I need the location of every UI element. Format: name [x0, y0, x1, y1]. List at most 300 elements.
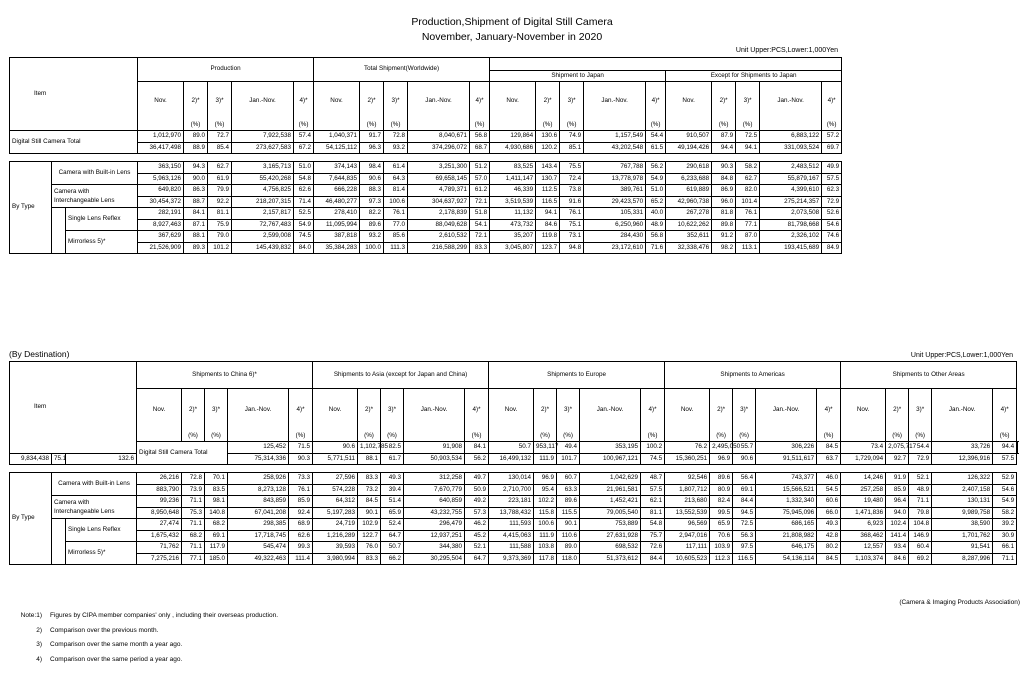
- by-type-label: By Type: [10, 473, 52, 565]
- data-cell: 40.0: [646, 208, 666, 220]
- data-cell: 69,658,145: [408, 173, 470, 185]
- col-unit: [228, 431, 289, 442]
- data-cell: 57.5: [993, 453, 1017, 465]
- data-cell: 100.2: [641, 442, 665, 454]
- col-unit: [232, 120, 294, 131]
- col-header: 2)*: [536, 82, 560, 121]
- data-cell: 46,480,277: [314, 196, 360, 208]
- col-header: 2)*: [886, 389, 909, 432]
- col-unit: [314, 120, 360, 131]
- asia-header: Shipments to Asia (except for Japan and China): [313, 362, 489, 389]
- data-cell: 56.4: [733, 473, 756, 485]
- col-header: 4)*: [817, 389, 841, 432]
- data-cell: 344,380: [404, 542, 465, 554]
- note-text: Comparison over the previous month.: [50, 626, 159, 634]
- data-cell: 60.4: [909, 542, 932, 554]
- data-cell: 84.4: [733, 496, 756, 508]
- col-header: 4)*: [289, 389, 313, 432]
- col-unit: [932, 431, 993, 442]
- col-header: 4)*: [993, 389, 1017, 432]
- data-cell: 19,480: [841, 496, 886, 508]
- data-cell: 6,250,960: [584, 219, 646, 231]
- data-cell: 11,132: [490, 208, 536, 220]
- col-unit: [665, 431, 710, 442]
- data-cell: 61.7: [381, 453, 404, 465]
- data-cell: 100,967,121: [580, 453, 641, 465]
- col-unit: [137, 431, 182, 442]
- data-cell: 130,131: [932, 496, 993, 508]
- data-cell: 84.6: [536, 219, 560, 231]
- data-cell: 63.3: [557, 484, 580, 496]
- col-header: Nov.: [489, 389, 534, 432]
- col-header: 4)*: [470, 82, 490, 121]
- data-cell: 88,049,628: [408, 219, 470, 231]
- mirrorless-label: Mirrorless 5)*: [66, 231, 138, 254]
- data-cell: 72.8: [384, 131, 408, 143]
- data-cell: 1,216,289: [313, 530, 358, 542]
- data-cell: 87.1: [184, 219, 208, 231]
- data-cell: 76.1: [289, 484, 313, 496]
- data-cell: 64,312: [313, 496, 358, 508]
- data-cell: 48.9: [646, 219, 666, 231]
- data-cell: 73.1: [560, 231, 584, 243]
- table-row: [10, 231, 842, 243]
- col-unit: [580, 431, 641, 442]
- data-cell: 97.5: [733, 542, 756, 554]
- col-header: 3)*: [909, 389, 932, 432]
- col-header: Nov.: [313, 389, 358, 432]
- data-cell: 1,452,421: [580, 496, 641, 508]
- data-cell: 94.8: [560, 242, 584, 254]
- data-cell: 102.9: [358, 519, 381, 531]
- data-cell: 83.3: [358, 553, 381, 565]
- data-cell: 24,719: [313, 519, 358, 531]
- slr-label: Single Lens Reflex: [66, 208, 138, 231]
- col-unit: (%): [536, 120, 560, 131]
- data-cell: 66.1: [993, 542, 1017, 554]
- col-unit: (%): [646, 120, 666, 131]
- data-cell: 216,588,299: [408, 242, 470, 254]
- col-header: Jan.-Nov.: [232, 82, 294, 121]
- col-header: Nov.: [138, 82, 184, 121]
- data-cell: 81.4: [384, 185, 408, 197]
- data-cell: 42.8: [817, 530, 841, 542]
- data-cell: 61.4: [384, 162, 408, 174]
- data-cell: 4,399,610: [760, 185, 822, 197]
- data-cell: 61.9: [208, 173, 232, 185]
- data-cell: 374,143: [314, 162, 360, 174]
- data-cell: 96.3: [360, 142, 384, 154]
- data-cell: 75.1: [52, 453, 66, 465]
- data-cell: 39.4: [381, 484, 404, 496]
- data-cell: 5,771,511: [313, 453, 358, 465]
- data-cell: 94.1: [736, 142, 760, 154]
- data-cell: 79.0: [208, 231, 232, 243]
- data-cell: 84.4: [641, 553, 665, 565]
- data-cell: 82.5: [381, 442, 404, 454]
- data-cell: 98.2: [712, 242, 736, 254]
- table-row: [10, 519, 1018, 531]
- data-cell: 100.6: [534, 519, 557, 531]
- data-cell: 88.7: [184, 196, 208, 208]
- col-header: 3)*: [381, 389, 404, 432]
- data-cell: 94.4: [712, 142, 736, 154]
- data-cell: 545,474: [228, 542, 289, 554]
- slr-label: Single Lens Reflex: [66, 519, 137, 542]
- data-cell: 54.9: [294, 219, 314, 231]
- data-cell: 88.3: [360, 185, 384, 197]
- data-cell: 72.9: [822, 196, 842, 208]
- americas-header: Shipments to Americas: [665, 362, 841, 389]
- data-cell: 258,926: [228, 473, 289, 485]
- col-header: Nov.: [666, 82, 712, 121]
- data-cell: 73.9: [182, 484, 205, 496]
- col-header: Jan.-Nov.: [408, 82, 470, 121]
- data-cell: 2,326,102: [760, 231, 822, 243]
- data-cell: 79,005,540: [580, 507, 641, 519]
- col-header: 2)*: [360, 82, 384, 121]
- data-cell: 115.8: [534, 507, 557, 519]
- data-cell: 68.2: [182, 530, 205, 542]
- data-cell: 15,566,521: [756, 484, 817, 496]
- data-cell: 93.2: [384, 142, 408, 154]
- note-text: Comparison over the same period a year ago.: [50, 655, 183, 663]
- data-cell: 8,950,648: [137, 507, 182, 519]
- data-cell: 110.6: [557, 530, 580, 542]
- data-cell: 953,117: [534, 442, 557, 454]
- data-cell: 9,834,438: [10, 453, 52, 465]
- data-cell: 74.5: [294, 231, 314, 243]
- data-cell: 27,631,928: [580, 530, 641, 542]
- data-cell: 2,073,508: [760, 208, 822, 220]
- data-cell: 91,908: [404, 442, 465, 454]
- data-cell: 2,075,717: [886, 442, 909, 454]
- production-shipment-table: [9, 57, 842, 254]
- col-header: 2)*: [712, 82, 736, 121]
- data-cell: 98.1: [205, 496, 228, 508]
- data-cell: 72.5: [733, 519, 756, 531]
- blank-cell: [52, 519, 66, 565]
- data-cell: 94.3: [184, 162, 208, 174]
- data-cell: 90.0: [184, 173, 208, 185]
- data-cell: 57.0: [470, 173, 490, 185]
- data-cell: 43,232,755: [404, 507, 465, 519]
- data-cell: 8,040,671: [408, 131, 470, 143]
- data-cell: 5,197,283: [313, 507, 358, 519]
- data-cell: 72.5: [736, 131, 760, 143]
- note-line: [12, 624, 278, 639]
- col-unit: (%): [560, 120, 584, 131]
- data-cell: 72.6: [641, 542, 665, 554]
- data-cell: 35,207: [490, 231, 536, 243]
- data-cell: 62.1: [641, 496, 665, 508]
- other-areas-header: Shipments to Other Areas: [841, 362, 1017, 389]
- data-cell: 113.1: [736, 242, 760, 254]
- data-cell: 16,499,132: [489, 453, 534, 465]
- data-cell: 51.0: [294, 162, 314, 174]
- data-cell: 30,454,372: [138, 196, 184, 208]
- data-cell: 1,042,629: [580, 473, 641, 485]
- data-cell: 646,175: [756, 542, 817, 554]
- note-number: 3): [36, 641, 42, 648]
- data-cell: 111,593: [489, 519, 534, 531]
- col-unit: [404, 431, 465, 442]
- table-row: [10, 442, 1018, 454]
- data-cell: 21,808,982: [756, 530, 817, 542]
- data-cell: 21,526,909: [138, 242, 184, 254]
- data-cell: 3,519,539: [490, 196, 536, 208]
- data-cell: 101.7: [557, 453, 580, 465]
- data-cell: 4,756,825: [232, 185, 294, 197]
- table-row: [10, 162, 842, 174]
- col-header: 3)*: [557, 389, 580, 432]
- data-cell: 99.5: [710, 507, 733, 519]
- unit-note-top: Unit Upper:PCS,Lower:1,000Yen: [735, 47, 838, 54]
- data-cell: 73.3: [289, 473, 313, 485]
- data-cell: 282,191: [138, 208, 184, 220]
- data-cell: 83,525: [490, 162, 536, 174]
- data-cell: 2,947,016: [665, 530, 710, 542]
- data-cell: 117,111: [665, 542, 710, 554]
- europe-header: Shipments to Europe: [489, 362, 665, 389]
- data-cell: 54.8: [641, 519, 665, 531]
- data-cell: 91,511,617: [756, 453, 817, 465]
- data-cell: 2,157,817: [232, 208, 294, 220]
- data-cell: 96.0: [712, 196, 736, 208]
- data-cell: 9,989,758: [932, 507, 993, 519]
- col-unit: (%): [470, 120, 490, 131]
- data-cell: 84.5: [817, 553, 841, 565]
- unit-note-bottom: Unit Upper:PCS,Lower:1,000Yen: [910, 352, 1013, 359]
- data-cell: 2,407,158: [932, 484, 993, 496]
- data-cell: 686,165: [756, 519, 817, 531]
- col-header: 2)*: [182, 389, 205, 432]
- data-cell: 111.4: [289, 553, 313, 565]
- data-cell: 52.1: [909, 473, 932, 485]
- item-header: Item: [10, 362, 137, 454]
- data-cell: 13,552,539: [665, 507, 710, 519]
- col-unit: (%): [534, 431, 557, 442]
- data-cell: 100.6: [384, 196, 408, 208]
- col-header: 2)*: [358, 389, 381, 432]
- data-cell: 79.8: [909, 507, 932, 519]
- data-cell: 62.7: [208, 162, 232, 174]
- data-cell: 8,273,128: [228, 484, 289, 496]
- data-cell: 97.3: [360, 196, 384, 208]
- data-cell: 284,430: [584, 231, 646, 243]
- blank-cell: [52, 208, 66, 254]
- data-cell: 71.4: [294, 196, 314, 208]
- data-cell: 90.6: [313, 442, 358, 454]
- total-shipment-header: Total Shipment(Worldwide): [314, 58, 490, 82]
- data-cell: 374,296,072: [408, 142, 470, 154]
- association-credit: (Camera & Imaging Products Association): [899, 599, 1020, 606]
- data-cell: 1,102,785: [358, 442, 381, 454]
- data-cell: 116.5: [733, 553, 756, 565]
- data-cell: 87.9: [712, 131, 736, 143]
- col-unit: (%): [822, 120, 842, 131]
- data-cell: 85.6: [384, 231, 408, 243]
- col-unit: (%): [184, 120, 208, 131]
- data-cell: 1,807,712: [665, 484, 710, 496]
- data-cell: 62.6: [294, 185, 314, 197]
- data-cell: 290,618: [666, 162, 712, 174]
- data-cell: 102.4: [886, 519, 909, 531]
- data-cell: 94.1: [536, 208, 560, 220]
- data-cell: 68.9: [289, 519, 313, 531]
- data-cell: 367,629: [138, 231, 184, 243]
- data-cell: 67.2: [294, 142, 314, 154]
- data-cell: 2,710,700: [489, 484, 534, 496]
- data-cell: 68.2: [205, 519, 228, 531]
- data-cell: 27,596: [313, 473, 358, 485]
- data-cell: 66.0: [817, 507, 841, 519]
- col-unit: [408, 120, 470, 131]
- data-cell: 45.2: [465, 530, 489, 542]
- data-cell: 90.1: [358, 507, 381, 519]
- data-cell: 48.7: [641, 473, 665, 485]
- data-cell: 54,125,112: [314, 142, 360, 154]
- data-cell: 146.9: [909, 530, 932, 542]
- data-cell: 55,420,268: [232, 173, 294, 185]
- col-header: Jan.-Nov.: [932, 389, 993, 432]
- data-cell: 4,415,063: [489, 530, 534, 542]
- data-cell: 5,963,126: [138, 173, 184, 185]
- col-header: 4)*: [641, 389, 665, 432]
- col-unit: (%): [358, 431, 381, 442]
- data-cell: 218,207,315: [232, 196, 294, 208]
- data-cell: 96.9: [534, 473, 557, 485]
- data-cell: 119.8: [536, 231, 560, 243]
- data-cell: 94.5: [733, 507, 756, 519]
- data-cell: 51.8: [470, 208, 490, 220]
- data-cell: 84.1: [184, 208, 208, 220]
- data-cell: 2,599,008: [232, 231, 294, 243]
- data-cell: 50.7: [381, 542, 404, 554]
- data-cell: 3,165,713: [232, 162, 294, 174]
- data-cell: 75.9: [208, 219, 232, 231]
- data-cell: 75,314,336: [228, 453, 289, 465]
- col-header: Jan.-Nov.: [760, 82, 822, 121]
- data-cell: 77.0: [384, 219, 408, 231]
- data-cell: 52.6: [822, 208, 842, 220]
- data-cell: 90.6: [733, 453, 756, 465]
- data-cell: 58.2: [993, 507, 1017, 519]
- data-cell: 51.0: [646, 185, 666, 197]
- data-cell: 130.7: [536, 173, 560, 185]
- data-cell: 50.9: [465, 484, 489, 496]
- data-cell: 100.0: [360, 242, 384, 254]
- col-header: 2)*: [534, 389, 557, 432]
- data-cell: 82.4: [710, 496, 733, 508]
- col-unit: [490, 120, 536, 131]
- data-cell: 91.9: [886, 473, 909, 485]
- builtin-label: Camera with Built-in Lens: [52, 473, 137, 496]
- data-cell: 574,228: [313, 484, 358, 496]
- data-cell: 257,258: [841, 484, 886, 496]
- data-cell: 2,178,839: [408, 208, 470, 220]
- data-cell: 122.7: [358, 530, 381, 542]
- data-cell: 7,670,779: [404, 484, 465, 496]
- data-cell: 193,415,689: [760, 242, 822, 254]
- data-cell: 84.5: [817, 442, 841, 454]
- data-cell: 81.8: [712, 208, 736, 220]
- col-header: 3)*: [208, 82, 232, 121]
- data-cell: 49.3: [817, 519, 841, 531]
- data-cell: 90.6: [360, 173, 384, 185]
- data-cell: 54.4: [909, 442, 932, 454]
- data-cell: 17,718,745: [228, 530, 289, 542]
- data-cell: 60.7: [557, 473, 580, 485]
- data-cell: 49.4: [557, 442, 580, 454]
- table-row: [10, 553, 1018, 565]
- data-cell: 1,675,432: [137, 530, 182, 542]
- data-cell: 1,701,762: [932, 530, 993, 542]
- data-cell: 71.1: [182, 519, 205, 531]
- data-cell: 85.9: [289, 496, 313, 508]
- data-cell: 99.3: [289, 542, 313, 554]
- data-cell: 55,879,167: [760, 173, 822, 185]
- data-cell: 89.3: [184, 242, 208, 254]
- data-cell: 51.4: [381, 496, 404, 508]
- data-cell: 54,136,114: [756, 553, 817, 565]
- data-cell: 63.7: [817, 453, 841, 465]
- data-cell: 65.9: [381, 507, 404, 519]
- data-cell: 80.2: [817, 542, 841, 554]
- data-cell: 75,945,096: [756, 507, 817, 519]
- data-cell: 649,820: [138, 185, 184, 197]
- note-text: Figures by CIPA member companies' only , including their overseas production.: [50, 612, 279, 619]
- table-row: [10, 131, 842, 143]
- data-cell: 30,295,504: [404, 553, 465, 565]
- col-unit: [489, 431, 534, 442]
- data-cell: 103.8: [534, 542, 557, 554]
- col-header: Nov.: [490, 82, 536, 121]
- data-cell: 29,423,570: [584, 196, 646, 208]
- data-cell: 54.4: [646, 131, 666, 143]
- data-cell: 49,322,463: [228, 553, 289, 565]
- data-cell: 23,172,610: [584, 242, 646, 254]
- data-cell: 2,483,512: [760, 162, 822, 174]
- col-header: 3)*: [384, 82, 408, 121]
- data-cell: 4,789,371: [408, 185, 470, 197]
- col-header: 2)*: [710, 389, 733, 432]
- data-cell: 94.0: [886, 507, 909, 519]
- table-row: [10, 484, 1018, 496]
- data-cell: 331,093,524: [760, 142, 822, 154]
- data-cell: 640,859: [404, 496, 465, 508]
- data-cell: 9,373,369: [489, 553, 534, 565]
- col-unit: [666, 120, 712, 131]
- col-unit: (%): [710, 431, 733, 442]
- data-cell: 62.6: [289, 530, 313, 542]
- data-cell: 76.1: [736, 208, 760, 220]
- data-cell: 129,864: [490, 131, 536, 143]
- data-cell: 76.1: [560, 208, 584, 220]
- data-cell: 74.9: [560, 131, 584, 143]
- data-cell: 767,788: [584, 162, 646, 174]
- data-cell: 92.2: [208, 196, 232, 208]
- data-cell: 111.9: [534, 453, 557, 465]
- data-cell: 90.3: [289, 453, 313, 465]
- data-cell: 619,889: [666, 185, 712, 197]
- data-cell: 73.2: [358, 484, 381, 496]
- col-header: Nov.: [137, 389, 182, 432]
- data-cell: 72,767,483: [232, 219, 294, 231]
- data-cell: 71.5: [289, 442, 313, 454]
- data-cell: 73.8: [560, 185, 584, 197]
- table-row: [10, 473, 1018, 485]
